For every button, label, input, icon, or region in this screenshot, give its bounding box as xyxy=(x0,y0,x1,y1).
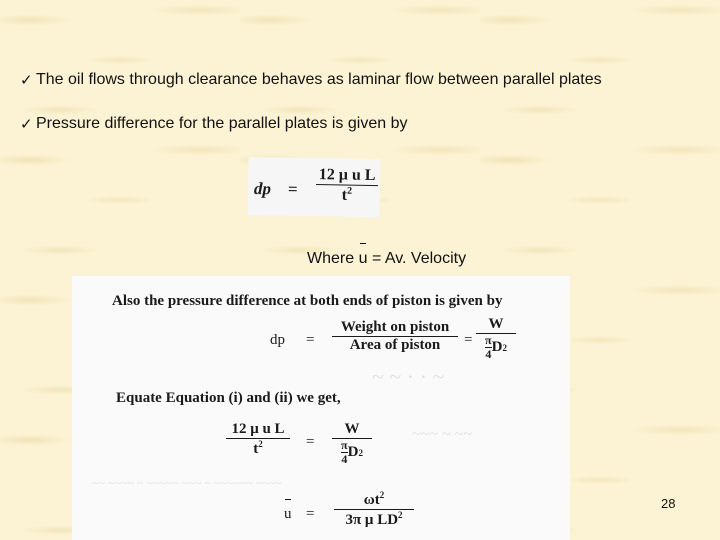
t-exponent: 2 xyxy=(258,439,263,449)
eq-denominator-exp: 2 xyxy=(346,185,353,197)
page-number: 28 xyxy=(661,496,676,511)
derivation-line-2: Equate Equation (i) and (ii) we get, xyxy=(116,390,341,406)
bullet-text: Pressure difference for the parallel plates is given by xyxy=(36,115,408,132)
bullet-pressure-difference xyxy=(20,115,407,133)
numerator-exponent: 2 xyxy=(379,490,385,500)
where-suffix: = Av. Velocity xyxy=(371,250,467,267)
final-velocity-fraction xyxy=(334,490,414,529)
u-bar-symbol: u xyxy=(284,506,292,522)
d-exponent: 2 xyxy=(358,447,363,458)
eq-equals: = xyxy=(287,179,298,199)
fraction-numerator: W xyxy=(344,421,360,437)
equals-sign: = xyxy=(306,332,315,348)
equals-sign: = xyxy=(306,506,315,522)
four-symbol: 4 xyxy=(341,452,348,466)
derivation-line-1: Also the pressure difference at both ends of piston is given by xyxy=(112,293,503,309)
where-prefix: Where xyxy=(307,250,355,267)
bleed-through-marks: ~~~ ~ ~~ xyxy=(412,426,472,443)
eq-denominator: t xyxy=(341,186,348,204)
fraction-numerator: ωt xyxy=(363,492,380,508)
w-fraction xyxy=(476,316,516,361)
d-exponent: 2 xyxy=(502,342,507,353)
eq-lhs: dp xyxy=(253,178,272,199)
equals-sign: = xyxy=(464,332,473,348)
fraction-denominator: t xyxy=(253,441,259,457)
fraction-numerator: 12 μ u L xyxy=(231,421,285,437)
pi-symbol: π xyxy=(485,333,492,347)
eq-numerator: 12 μ u L xyxy=(318,166,376,185)
velocity-definition xyxy=(307,250,466,268)
bullet-laminar-flow xyxy=(20,71,602,89)
pressure-equation-image xyxy=(248,157,381,217)
dp-symbol: dp xyxy=(270,332,285,348)
fraction-numerator: Weight on piston xyxy=(340,319,450,335)
equals-sign: = xyxy=(306,434,315,450)
bleed-through-marks: ~~ ~~~~ ~ ~~~~~ ~~~ ~ ~~~~~~ ~~~~ xyxy=(92,476,282,490)
denominator-exponent: 2 xyxy=(398,510,403,520)
u-bar-symbol: u xyxy=(358,250,368,267)
bullet-text: The oil flows through clearance behaves as laminar flow between parallel plates xyxy=(36,71,602,88)
pi-symbol: π xyxy=(341,438,348,452)
scanned-derivation-image xyxy=(72,276,570,540)
weight-area-fraction xyxy=(332,319,458,354)
four-symbol: 4 xyxy=(485,347,492,361)
viscous-fraction xyxy=(226,421,290,458)
fraction-numerator: W xyxy=(488,316,504,332)
w-fraction xyxy=(332,421,372,466)
d-symbol: D xyxy=(491,339,503,355)
d-symbol: D xyxy=(347,444,359,460)
check-icon: ✓ xyxy=(20,116,33,133)
bleed-through-marks: ~ ~ · · ~ xyxy=(372,364,445,389)
check-icon: ✓ xyxy=(20,72,33,89)
eq-fraction xyxy=(316,166,379,205)
fraction-denominator: Area of piston xyxy=(332,336,458,354)
fraction-denominator: 3π μ LD xyxy=(345,512,399,528)
